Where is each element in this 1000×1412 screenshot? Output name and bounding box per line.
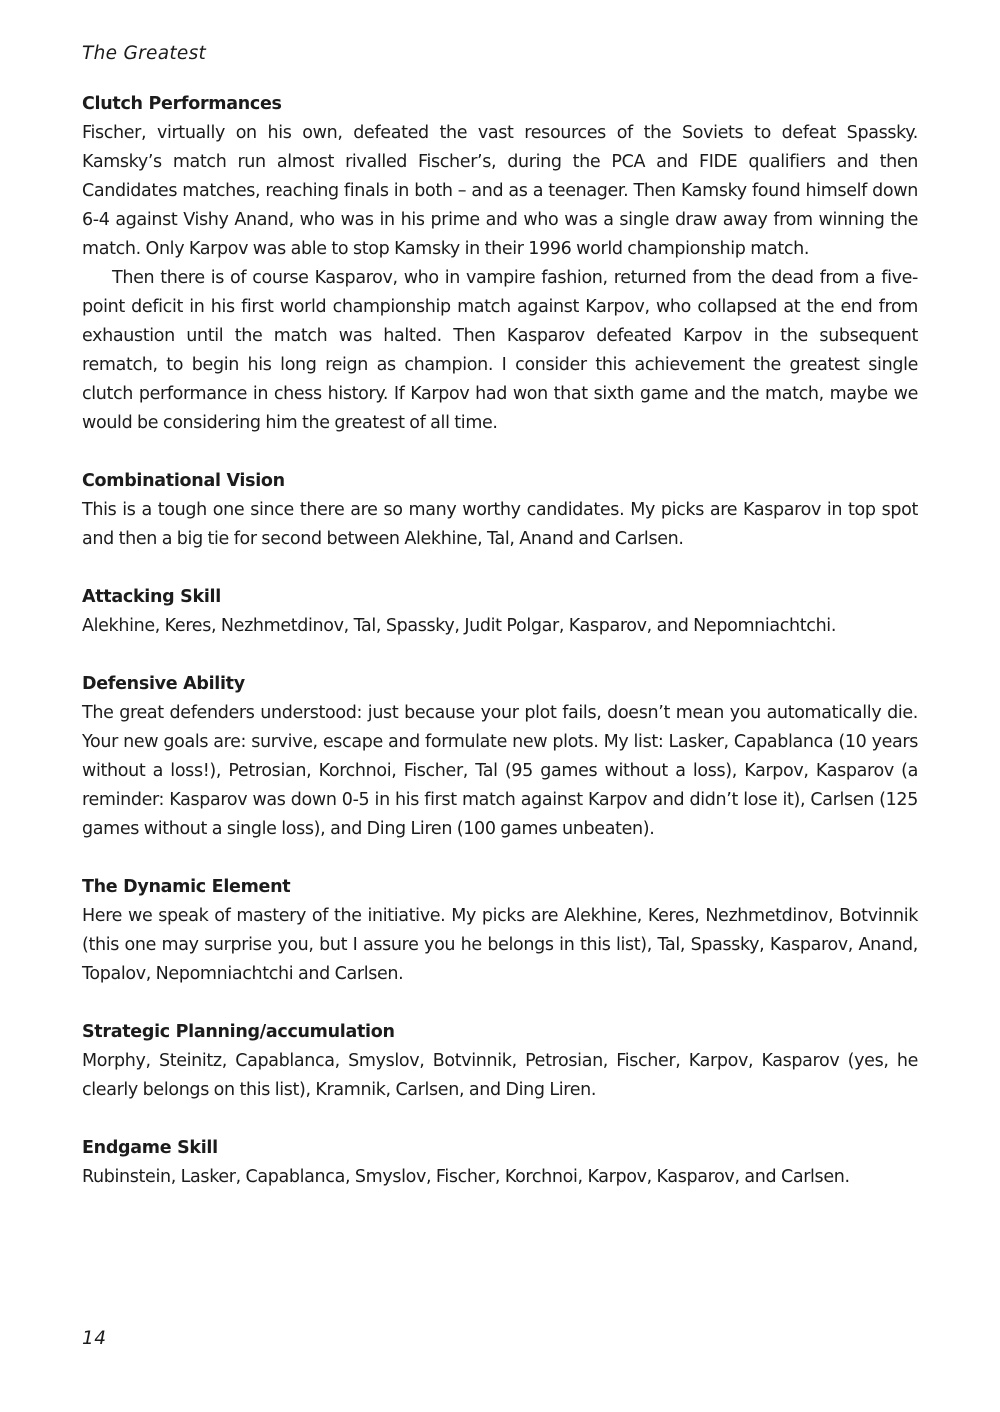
section-endgame-skill bbox=[82, 1134, 918, 1192]
book-page bbox=[82, 40, 918, 1221]
paragraph: Here we speak of mastery of the initiative. My picks are Alekhine, Keres, Nezhmetdinov, Botvinnik (this one may surprise you, but I assure you he belongs in this list), Tal, Spassky, Kasparov, Anand, Topalov, Nepomniachtchi and Carlsen. bbox=[82, 906, 918, 984]
section-attacking-skill bbox=[82, 583, 918, 641]
paragraph: Morphy, Steinitz, Capablanca, Smyslov, Botvinnik, Petrosian, Fischer, Karpov, Kasparov (yes, he clearly belongs on this list), Kramnik, Carlsen, and Ding Liren. bbox=[82, 1051, 918, 1100]
section-heading: The Dynamic Element bbox=[82, 877, 291, 897]
section-heading: Defensive Ability bbox=[82, 674, 245, 694]
paragraph: Then there is of course Kasparov, who in vampire fashion, returned from the dead from a five-point deficit in his first world championship match against Karpov, who collapsed at the end from exhaustion until the match was halted. Then Kasparov defeated Karpov in the subsequent rematch, to begin his long reign as champion. I consider this achievement the greatest single clutch performance in chess history. If Karpov had won that sixth game and the match, maybe we would be considering him the greatest of all time. bbox=[82, 268, 918, 433]
section-heading: Combinational Vision bbox=[82, 471, 285, 491]
section-defensive-ability bbox=[82, 670, 918, 844]
section-dynamic-element bbox=[82, 873, 918, 989]
running-head: The Greatest bbox=[82, 43, 207, 64]
section-heading: Clutch Performances bbox=[82, 94, 282, 114]
paragraph: Fischer, virtually on his own, defeated the vast resources of the Soviets to defeat Spassky. Kamsky’s match run almost rivalled Fischer’s, during the PCA and FIDE qualifiers and then Candidates matches, reaching finals in both – and as a teenager. Then Kamsky found himself down 6-4 against Vishy Anand, who was in his prime and who was a single draw away from winning the match. Only Karpov was able to stop Kamsky in their 1996 world championship match. bbox=[82, 123, 918, 259]
section-heading: Strategic Planning/accumulation bbox=[82, 1022, 395, 1042]
section-clutch-performances bbox=[82, 90, 918, 438]
section-heading: Endgame Skill bbox=[82, 1138, 218, 1158]
section-strategic-planning bbox=[82, 1018, 918, 1105]
paragraph: Alekhine, Keres, Nezhmetdinov, Tal, Spassky, Judit Polgar, Kasparov, and Nepomniachtchi. bbox=[82, 616, 837, 636]
page-number: 14 bbox=[82, 1328, 107, 1349]
paragraph: Rubinstein, Lasker, Capablanca, Smyslov, Fischer, Korchnoi, Karpov, Kasparov, and Carlsen. bbox=[82, 1167, 850, 1187]
paragraph: The great defenders understood: just because your plot fails, doesn’t mean you automatically die. Your new goals are: survive, escape and formulate new plots. My list: Lasker, Capablanca (10 years without a loss!), Petrosian, Korchnoi, Fischer, Tal (95 games without a loss), Karpov, Kasparov (a reminder: Kasparov was down 0-5 in his first match against Karpov and didn’t lose it), Carlsen (125 games without a single loss), and Ding Liren (100 games unbeaten). bbox=[82, 703, 918, 839]
paragraph: This is a tough one since there are so many worthy candidates. My picks are Kasparov in top spot and then a big tie for second between Alekhine, Tal, Anand and Carlsen. bbox=[82, 500, 918, 549]
section-heading: Attacking Skill bbox=[82, 587, 221, 607]
section-combinational-vision bbox=[82, 467, 918, 554]
